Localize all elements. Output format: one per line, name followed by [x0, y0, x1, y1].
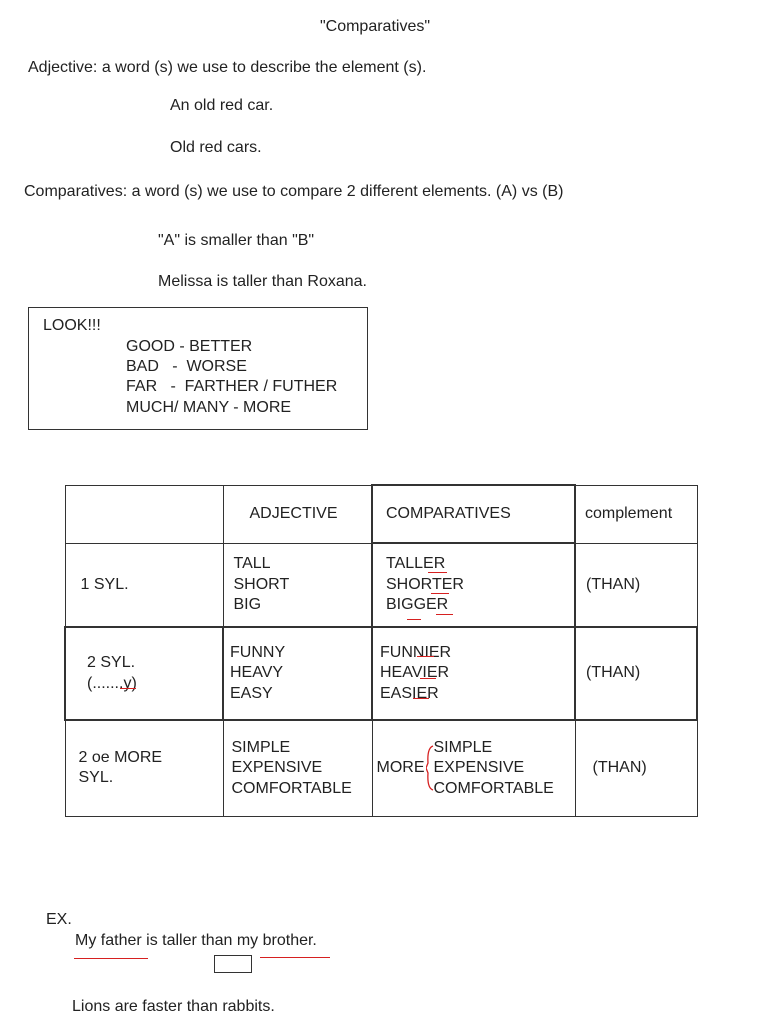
y-underline-mark	[120, 688, 136, 689]
example-sentence: My father is taller than my brother.	[75, 932, 317, 949]
syllable-label: 2 SYL. (.......y)	[65, 627, 223, 720]
ending-underline-mark	[407, 619, 421, 620]
table-header-row	[65, 485, 697, 543]
subject-underline-mark	[74, 958, 148, 959]
comparative-list: TALLER SHORTER BIGGER	[372, 543, 575, 627]
adjective-definition: Adjective: a word (s) we use to describe the element (s).	[28, 59, 427, 76]
irregular-pair: MUCH/ MANY - MORE	[126, 399, 292, 416]
comparatives-table	[64, 484, 698, 817]
table-row	[65, 627, 697, 720]
adjective-list: TALL SHORT BIG	[223, 543, 372, 627]
ending-underline-mark	[431, 593, 449, 594]
example-sentence: Lions are faster than rabbits.	[72, 998, 275, 1015]
complement-cell: (THAN)	[575, 543, 697, 627]
irregular-pair: GOOD - BETTER	[126, 338, 253, 355]
more-comparative-cell	[372, 720, 575, 816]
ending-underline-mark	[428, 572, 447, 573]
table-row	[65, 720, 697, 816]
comparative-list: FUNNIER HEAVIER EASIER	[372, 627, 575, 720]
brace-icon	[426, 745, 434, 791]
ending-underline-mark	[436, 614, 453, 615]
table-row	[65, 543, 697, 627]
syllable-label: 1 SYL.	[65, 543, 223, 627]
header-adjective: ADJECTIVE	[223, 485, 372, 543]
complement-cell: (THAN)	[575, 627, 697, 720]
page-title: "Comparatives"	[319, 18, 431, 35]
more-prefix: MORE	[376, 759, 425, 776]
header-comparatives: COMPARATIVES	[372, 485, 575, 543]
object-underline-mark	[260, 957, 330, 958]
examples-heading: EX.	[46, 911, 72, 928]
comparative-definition: Comparatives: a word (s) we use to compare 2 different elements. (A) vs (B)	[24, 183, 564, 200]
header-complement: complement	[575, 485, 697, 543]
ending-underline-mark	[417, 656, 434, 657]
adjective-example: An old red car.	[170, 97, 274, 114]
adjective-example: Old red cars.	[170, 139, 262, 156]
look-heading: LOOK!!!	[43, 317, 101, 334]
irregular-pair: BAD - WORSE	[126, 358, 247, 375]
complement-cell: (THAN)	[575, 720, 697, 816]
ending-underline-mark	[413, 698, 429, 699]
comparative-list: SIMPLE EXPENSIVE COMFORTABLE	[433, 738, 554, 797]
comparative-example: Melissa is taller than Roxana.	[158, 273, 367, 290]
syllable-label: 2 oe MORE SYL.	[65, 720, 223, 816]
comparative-example: "A" is smaller than "B"	[158, 232, 315, 249]
than-box	[214, 955, 252, 973]
irregular-pair: FAR - FARTHER / FUTHER	[126, 378, 338, 395]
header-cell-empty	[65, 485, 223, 543]
ending-underline-mark	[420, 678, 436, 679]
look-box	[28, 307, 368, 430]
adjective-list: SIMPLE EXPENSIVE COMFORTABLE	[223, 720, 372, 816]
adjective-list: FUNNY HEAVY EASY	[223, 627, 372, 720]
